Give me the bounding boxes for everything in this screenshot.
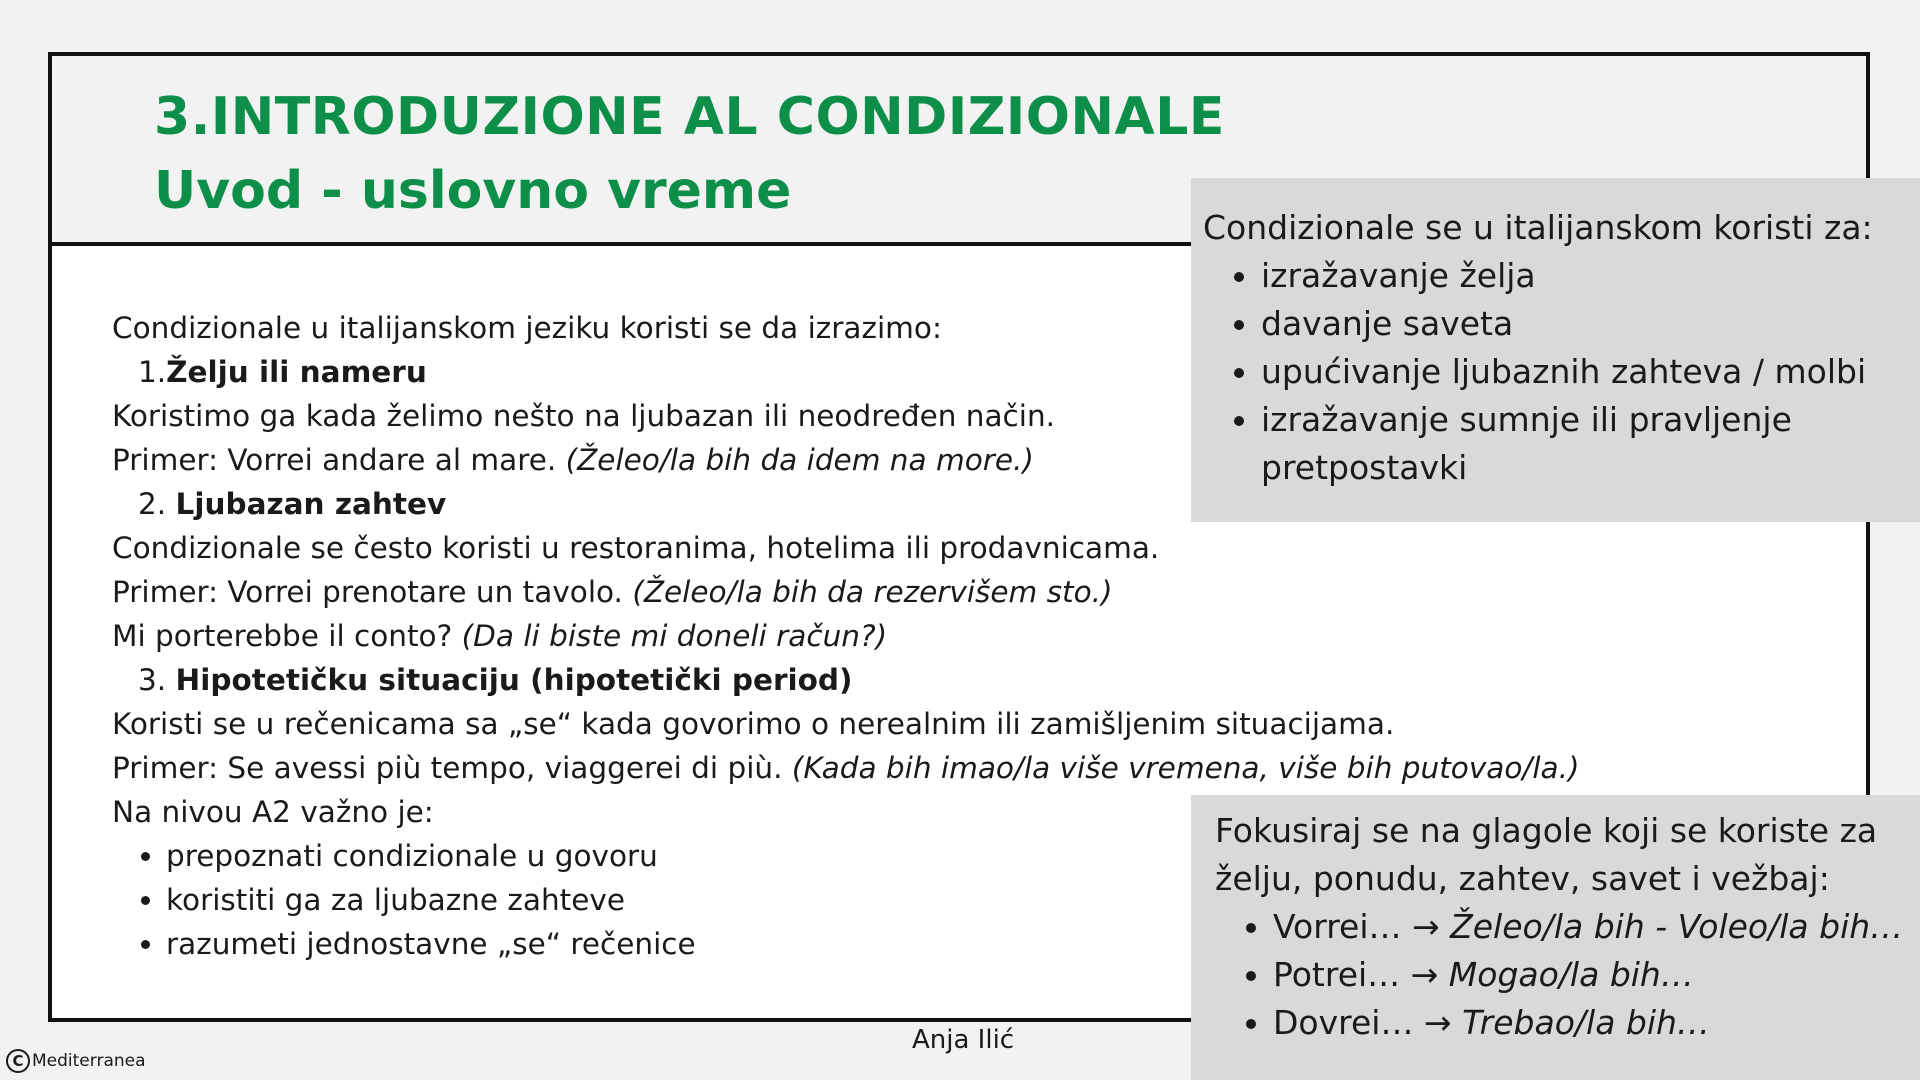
practice-tip-text: Fokusiraj se na glagole koji se koriste za želju, ponudu, zahtev, savet i vežbaj: <box>1215 811 1878 898</box>
verb-meaning: Trebao/la bih… <box>1462 1003 1710 1042</box>
list-item <box>1273 999 1908 1047</box>
practice-verb-list <box>1215 903 1908 1047</box>
verb-form: Vorrei… → <box>1273 907 1451 946</box>
section-2-example-text: Primer: Vorrei prenotare un tavolo. <box>112 575 633 609</box>
copyright-notice <box>6 1049 146 1073</box>
section-2-desc: Condizionale se često koristi u restoranima, hotelima ili prodavnicama. <box>112 531 1160 565</box>
section-3-example-text: Primer: Se avessi più tempo, viaggerei di più. <box>112 751 792 785</box>
copyright-icon: C <box>6 1049 30 1073</box>
section-2-example-2 <box>112 614 1492 658</box>
section-3-number: 3. <box>138 663 167 697</box>
practice-tip-box <box>1191 795 1920 1080</box>
list-item: • izražavanje sumnje ili pravljenje pretpostavki <box>1261 396 1908 492</box>
section-3-desc: Koristi se u rečenicama sa „se“ kada govorimo o nerealnim ili zamišljenim situacijama. <box>112 707 1395 741</box>
verb-form: Potrei… → <box>1273 955 1449 994</box>
verb-meaning: Želeo/la bih - Voleo/la bih… <box>1450 907 1904 946</box>
section-2-example-translation: (Želeo/la bih da rezervišem sto.) <box>632 575 1113 609</box>
list-item: • upućivanje ljubaznih zahteva / molbi <box>1261 348 1908 396</box>
section-3-title: Hipotetičku situaciju (hipotetički period) <box>175 663 853 697</box>
list-item: • davanje saveta <box>1261 300 1908 348</box>
list-item: • koristiti ga za ljubazne zahteve <box>166 878 1492 922</box>
section-2-title: Ljubazan zahtev <box>175 487 447 521</box>
list-item: • prepoznati condizionale u govoru <box>166 834 1492 878</box>
section-1-number: 1. <box>138 355 167 389</box>
copyright-text: Mediterranea <box>32 1051 146 1071</box>
list-item <box>1273 951 1908 999</box>
usage-info-list <box>1203 252 1908 492</box>
verb-form: Dovrei… → <box>1273 1003 1463 1042</box>
section-3-example-translation: (Kada bih imao/la više vremena, više bih putovao/la.) <box>791 751 1580 785</box>
section-3-example <box>112 746 1580 790</box>
section-2-example-2-translation: (Da li biste mi doneli račun?) <box>461 619 888 653</box>
page-title: 3.INTRODUZIONE AL CONDIZIONALE <box>154 87 1225 147</box>
usage-info-heading: Condizionale se u italijanskom koristi za: <box>1203 208 1873 247</box>
section-2-example <box>112 570 1492 614</box>
section-1-desc: Koristimo ga kada želimo nešto na ljubazan ili neodređen način. <box>112 399 1056 433</box>
list-item <box>1273 903 1908 951</box>
intro-text: Condizionale u italijanskom jeziku koristi se da izrazimo: <box>112 311 942 345</box>
author-name: Anja Ilić <box>912 1025 1015 1055</box>
list-item: • izražavanje želja <box>1261 252 1908 300</box>
section-3-heading <box>112 658 1492 702</box>
page-subtitle: Uvod - uslovno vreme <box>154 161 792 221</box>
section-2-number: 2. <box>138 487 167 521</box>
section-1-example-translation: (Želeo/la bih da idem na more.) <box>565 443 1034 477</box>
section-2-example-2-text: Mi porterebbe il conto? <box>112 619 462 653</box>
verb-meaning: Mogao/la bih… <box>1448 955 1694 994</box>
usage-info-box <box>1191 178 1920 522</box>
section-1-title: Želju ili nameru <box>166 355 427 389</box>
section-1-example-text: Primer: Vorrei andare al mare. <box>112 443 566 477</box>
list-item: • razumeti jednostavne „se“ rečenice <box>166 922 1492 966</box>
a2-intro: Na nivou A2 važno je: <box>112 795 434 829</box>
